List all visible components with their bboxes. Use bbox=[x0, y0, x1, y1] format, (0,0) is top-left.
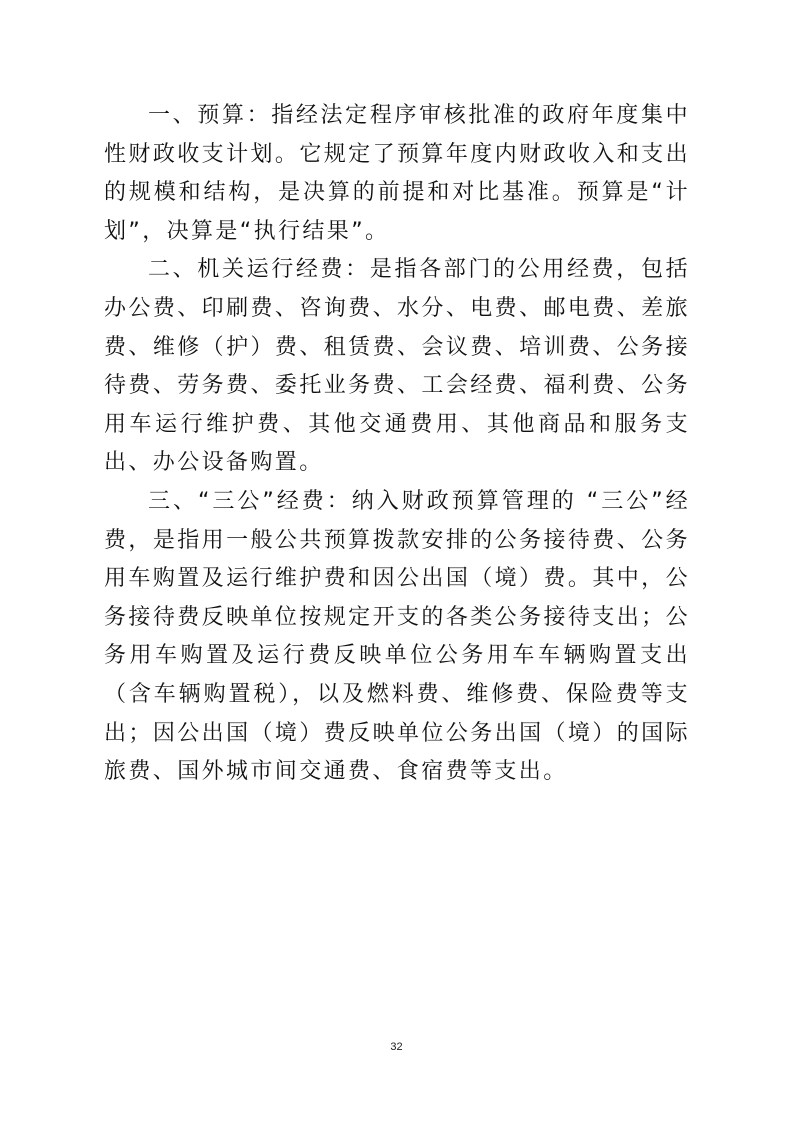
paragraph-operating-expenses-definition: 二、机关运行经费：是指各部门的公用经费，包括办公费、印刷费、咨询费、水分、电费、邮电费、差旅费、维修（护）费、租赁费、会议费、培训费、公务接待费、劳务费、委托业务费、工会经费、福利费、公务用车运行维护费、其他交通费用、其他商品和服务支出、办公设备购置。 bbox=[104, 257, 690, 476]
document-body bbox=[104, 97, 690, 792]
paragraph-three-public-expenses-definition: 三、“三公”经费：纳入财政预算管理的 “三公”经费，是指用一般公共预算拨款安排的公务接待费、公务用车购置及运行维护费和因公出国（境）费。其中，公务接待费反映单位按规定开支的各类公务接待支出；公务用车购置及运行费反映单位公务用车车辆购置支出（含车辆购置税），以及燃料费、维修费、保险费等支出；因公出国（境）费反映单位公务出国（境）的国际旅费、国外城市间交通费、食宿费等支出。 bbox=[104, 488, 690, 785]
paragraph-budget-definition: 一、预算：指经法定程序审核批准的政府年度集中性财政收支计划。它规定了预算年度内财政收入和支出的规模和结构，是决算的前提和对比基准。预算是“计划”，决算是“执行结果”。 bbox=[104, 103, 690, 244]
page-number: 32 bbox=[390, 1041, 403, 1053]
